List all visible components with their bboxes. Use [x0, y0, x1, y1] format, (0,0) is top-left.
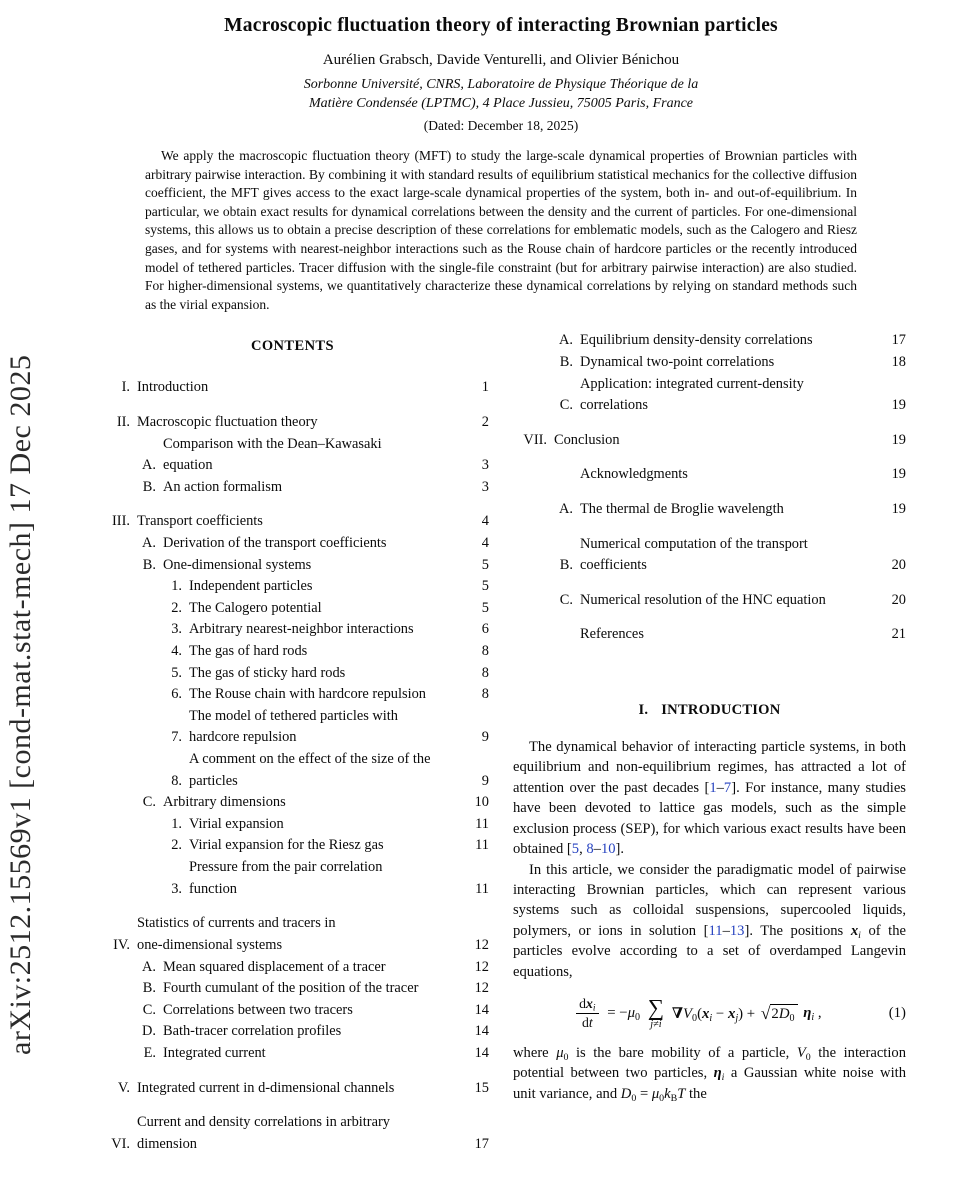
toc-entry-title: One-dimensional systems [163, 556, 312, 573]
toc-entry-number: 1. [171, 815, 182, 832]
toc-entry-title: A comment on the effect of the size of the particles [189, 751, 431, 789]
toc-entry-page: 14 [474, 1023, 489, 1040]
toc-entry-title: Acknowledgments [580, 466, 688, 483]
equation-gradient-term: $\nabla V_0(xi - xj)$ + [671, 1005, 759, 1024]
toc-entry-title: The gas of sticky hard rods [189, 664, 346, 681]
toc-entry-title: Fourth cumulant of the position of the tracer [163, 980, 419, 997]
toc-entry-page: 5 [481, 599, 489, 616]
toc-entry-number: A. [142, 457, 156, 474]
toc-entry[interactable] [96, 477, 489, 499]
toc-entry[interactable] [96, 412, 489, 434]
toc-entry[interactable] [96, 598, 489, 620]
toc-entry-number: VII. [523, 431, 547, 448]
section-number: I. [638, 701, 649, 718]
equation-1 [513, 996, 906, 1031]
section-heading-introduction [513, 702, 906, 719]
toc-entry-title: Current and density correlations in arbitrary dimension [137, 1114, 390, 1152]
toc-entry-page: 8 [481, 686, 489, 703]
toc-entry-title: Comparison with the Dean–Kawasaki equation [163, 435, 382, 474]
toc-entry-title: Application: integrated current-density correlations [580, 375, 804, 414]
toc-entry-title: Arbitrary nearest-neighbor interactions [189, 621, 414, 638]
toc-entry[interactable] [513, 499, 906, 521]
toc-entry[interactable] [513, 590, 906, 612]
contents-heading: CONTENTS [251, 338, 334, 355]
toc-entry-number: 2. [171, 599, 182, 616]
toc-entry[interactable] [96, 619, 489, 641]
toc-entry-title: Virial expansion [189, 815, 284, 832]
toc-entry-title: The gas of hard rods [189, 642, 308, 659]
toc-entry[interactable] [96, 533, 489, 555]
toc-entry-title: Independent particles [189, 578, 313, 595]
toc-entry[interactable] [96, 913, 489, 956]
toc-entry-number: C. [142, 1001, 156, 1018]
toc-entry[interactable] [96, 706, 489, 749]
square-root [760, 1002, 798, 1025]
paper-header [96, 0, 906, 134]
toc-entry-page: 1 [481, 379, 489, 396]
toc-entry-number: A. [142, 958, 156, 975]
toc-entry-page: 11 [475, 880, 489, 897]
toc-left [96, 377, 489, 1155]
toc-entry-page: 14 [474, 1044, 489, 1061]
toc-entry[interactable] [96, 978, 489, 1000]
toc-entry-title: Conclusion [554, 431, 620, 448]
toc-entry-title: Introduction [137, 379, 209, 396]
two-column-body [96, 330, 906, 1155]
summation-symbol [647, 994, 665, 1030]
toc-entry[interactable] [96, 555, 489, 577]
toc-entry-title: Bath-tracer correlation profiles [163, 1023, 342, 1040]
toc-entry-number: 3. [171, 880, 182, 897]
toc-entry-number: 3. [171, 621, 182, 638]
toc-entry[interactable] [96, 576, 489, 598]
paper-content [96, 0, 906, 1155]
toc-entry-number: IV. [113, 936, 130, 953]
toc-entry-number: A. [142, 534, 156, 551]
toc-entry-number: 5. [171, 664, 182, 681]
affiliation-line-1: Sorbonne Université, CNRS, Laboratoire de Physique Théorique de la [303, 77, 699, 92]
fraction-numerator: dxi [576, 996, 598, 1014]
toc-entry-number: 2. [171, 837, 182, 854]
citation-link[interactable]: 1 [709, 779, 717, 796]
equation-number: (1) [888, 1005, 906, 1022]
toc-entry[interactable] [513, 624, 906, 646]
section-title: INTRODUCTION [661, 701, 781, 718]
toc-entry-page: 17 [891, 332, 906, 349]
toc-entry-number: B. [559, 557, 573, 574]
toc-entry-number: C. [142, 794, 156, 811]
toc-entry-number: A. [559, 332, 573, 349]
sigma-glyph: ∑ [647, 994, 665, 1020]
fraction-dxdt [576, 996, 598, 1031]
arxiv-watermark: arXiv:2512.15569v1 [cond-mat.stat-mech] 17 Dec 2025 [4, 354, 37, 1055]
toc-entry-title: Integrated current [163, 1044, 266, 1061]
toc-entry-page: 20 [891, 591, 906, 608]
toc-entry-page: 14 [474, 1001, 489, 1018]
toc-entry-title: Numerical resolution of the HNC equation [580, 591, 826, 608]
toc-entry-title: Numerical computation of the transport coefficients [580, 535, 808, 574]
toc-entry[interactable] [513, 374, 906, 417]
toc-entry-number: II. [116, 413, 130, 430]
toc-entry-title: Statistics of currents and tracers in one-dimensional systems [137, 915, 336, 953]
toc-entry-title: Macroscopic fluctuation theory [137, 413, 318, 430]
toc-entry-page: 9 [481, 729, 489, 746]
toc-entry[interactable] [513, 464, 906, 486]
toc-entry[interactable] [96, 434, 489, 477]
equation-equals-term: = $-\mu_0$ [607, 1005, 641, 1023]
toc-entry-page: 12 [474, 958, 489, 975]
citation-link[interactable]: 5 [571, 841, 580, 858]
toc-entry-page: 4 [481, 534, 489, 551]
toc-entry-title: The Rouse chain with hardcore repulsion [189, 686, 426, 703]
fraction-denominator: dt [581, 1015, 593, 1031]
toc-entry-page: 11 [475, 837, 489, 854]
toc-entry-page: 19 [891, 466, 906, 483]
toc-entry[interactable] [96, 835, 489, 857]
intro-paragraph-3: where $\mu_0$ is the bare mobility of a particle, $V_0$ the interaction potential between two particles, ηi a Gaussian white noise with unit variance, and $D_0 = \mu_0k_BT$ the [513, 1045, 907, 1104]
toc-entry-title: Arbitrary dimensions [163, 794, 286, 811]
toc-entry[interactable] [96, 1078, 489, 1100]
toc-entry-title: Pressure from the pair correlation function [189, 859, 383, 897]
toc-entry-number: B. [142, 478, 156, 495]
toc-entry[interactable] [513, 534, 906, 577]
left-column [96, 330, 489, 1155]
citation-link[interactable]: 11 [708, 922, 723, 939]
toc-entry-page: 19 [891, 397, 906, 414]
toc-entry-number: D. [142, 1023, 156, 1040]
toc-entry[interactable] [96, 1021, 489, 1043]
toc-entry[interactable] [96, 814, 489, 836]
toc-entry-title: Mean squared displacement of a tracer [163, 958, 386, 975]
toc-entry-page: 3 [481, 478, 489, 495]
toc-entry-page: 18 [891, 353, 906, 370]
toc-entry-title: Integrated current in d-dimensional channels [137, 1079, 395, 1096]
toc-entry-page: 21 [891, 626, 906, 643]
toc-entry-number: E. [143, 1044, 156, 1061]
toc-entry[interactable] [96, 511, 489, 533]
citation-link[interactable]: 13 [729, 922, 745, 939]
toc-entry-title: The model of tethered particles with hardcore repulsion [189, 707, 398, 746]
toc-entry-page: 20 [891, 557, 906, 574]
toc-entry-page: 4 [481, 513, 489, 530]
intro-paragraph-2: In this article, we consider the paradigmatic model of pairwise interacting Brownian particles, which can represent various systems such as colloidal suspensions, supercooled liquids, polymers, or ions in solution [11–13]. The positions xi of the particles evolve according to a set of overdamped Langevin equations, [513, 861, 906, 980]
radical-glyph: √ [760, 1002, 771, 1023]
toc-entry-title: Derivation of the transport coefficients [163, 534, 387, 551]
toc-entry-number: A. [559, 500, 573, 517]
toc-entry-number: 6. [171, 686, 182, 703]
toc-entry-page: 19 [891, 431, 906, 448]
toc-entry[interactable] [96, 792, 489, 814]
toc-entry-number: VI. [111, 1135, 130, 1152]
toc-entry[interactable] [96, 1112, 489, 1155]
citation-link[interactable]: 10 [600, 841, 616, 858]
toc-entry-title: The Calogero potential [189, 599, 322, 616]
toc-entry-page: 9 [481, 772, 489, 789]
paper-title: Macroscopic fluctuation theory of interacting Brownian particles [224, 15, 778, 36]
toc-entry[interactable] [96, 641, 489, 663]
toc-right [513, 330, 906, 646]
toc-entry-page: 8 [481, 664, 489, 681]
intro-paragraph-1: The dynamical behavior of interacting particle systems, in both equilibrium and non-equilibrium regimes, has attracted a lot of attention over the past decades [1–7]. For instance, many studies have been devoted to lattice gas models, such as the simple exclusion process (SEP), for which various exact results have been obtained [5, 8–10]. [513, 738, 906, 858]
toc-entry-number: 8. [171, 772, 182, 789]
summation-subscript: j≠i [650, 1018, 662, 1030]
toc-entry[interactable] [96, 957, 489, 979]
toc-entry[interactable] [513, 430, 906, 452]
toc-entry-title: Correlations between two tracers [163, 1001, 353, 1018]
right-column [513, 330, 906, 1155]
toc-entry-number: B. [142, 556, 156, 573]
equation-body [513, 996, 885, 1031]
toc-entry-title: Equilibrium density-density correlations [580, 332, 813, 349]
toc-entry-page: 3 [481, 457, 489, 474]
date-line: (Dated: December 18, 2025) [423, 118, 579, 134]
toc-entry-number: B. [142, 980, 156, 997]
toc-entry-number: V. [117, 1079, 130, 1096]
toc-entry-number: 7. [171, 729, 182, 746]
equation-noise-term: ηi , [803, 1005, 822, 1023]
toc-entry-page: 11 [475, 815, 489, 832]
radicand: $2D_0$ [770, 1004, 797, 1022]
toc-entry-number: I. [121, 379, 130, 396]
toc-entry-number: C. [559, 397, 573, 414]
toc-entry-number: C. [559, 591, 573, 608]
toc-entry-page: 6 [481, 621, 489, 638]
toc-entry-number: 1. [171, 578, 182, 595]
toc-entry[interactable] [96, 377, 489, 399]
toc-entry-page: 5 [481, 578, 489, 595]
toc-entry-page: 5 [481, 556, 489, 573]
toc-entry[interactable] [513, 330, 906, 352]
toc-entry[interactable] [96, 663, 489, 685]
toc-entry-title: References [580, 626, 644, 643]
toc-entry-number: 4. [171, 642, 182, 659]
toc-entry[interactable] [513, 352, 906, 374]
citation-link[interactable]: 8 [586, 841, 594, 858]
toc-entry[interactable] [96, 684, 489, 706]
toc-entry-page: 12 [474, 980, 489, 997]
abstract: We apply the macroscopic fluctuation theory (MFT) to study the large-scale dynamical properties of Brownian particles with arbitrary pairwise interaction. By combining it with standard results of equilibrium statistical mechanics for the collective diffusion coefficient, the MFT gives access to the exact large-scale dynamical properties of the system, both in- and out-of-equilibrium. In particular, we obtain exact results for dynamical correlations between the density and the current of particles. For one-dimensional systems, this allows us to obtain a precise description of these correlations for emblematic models, such as the Calogero and Riesz gases, and for systems with nearest-neighbor interactions such as the Rouse chain of hardcore particles or the recently introduced model of tethered particles. Tracer diffusion with the single-file constraint (but for arbitrary pairwise interaction) are also studied. For higher-dimensional systems, we quantitatively characterize these dynamical correlations by relying on standard methods such as the virial expansion. [145, 148, 857, 312]
toc-entry-page: 12 [474, 936, 489, 953]
toc-entry-title: Virial expansion for the Riesz gas [189, 837, 384, 854]
toc-entry[interactable] [96, 1000, 489, 1022]
toc-entry[interactable] [96, 1043, 489, 1065]
toc-entry-page: 10 [474, 794, 489, 811]
authors-line: Aurélien Grabsch, Davide Venturelli, and Olivier Bénichou [322, 52, 680, 68]
toc-entry-title: Dynamical two-point correlations [580, 353, 775, 370]
toc-entry[interactable] [96, 857, 489, 900]
toc-entry-number: B. [559, 353, 573, 370]
toc-entry-page: 15 [474, 1079, 489, 1096]
citation-link[interactable]: 7 [723, 779, 732, 796]
toc-entry-page: 17 [474, 1135, 489, 1152]
toc-entry-page: 2 [481, 413, 489, 430]
toc-entry-title: Transport coefficients [137, 513, 263, 530]
toc-entry[interactable] [96, 749, 489, 792]
toc-entry-page: 19 [891, 500, 906, 517]
affiliation-line-2: Matière Condensée (LPTMC), 4 Place Jussieu, 75005 Paris, France [308, 95, 694, 111]
toc-entry-title: An action formalism [163, 478, 283, 495]
toc-entry-page: 8 [481, 642, 489, 659]
toc-entry-number: III. [112, 513, 130, 530]
toc-entry-title: The thermal de Broglie wavelength [580, 500, 784, 517]
